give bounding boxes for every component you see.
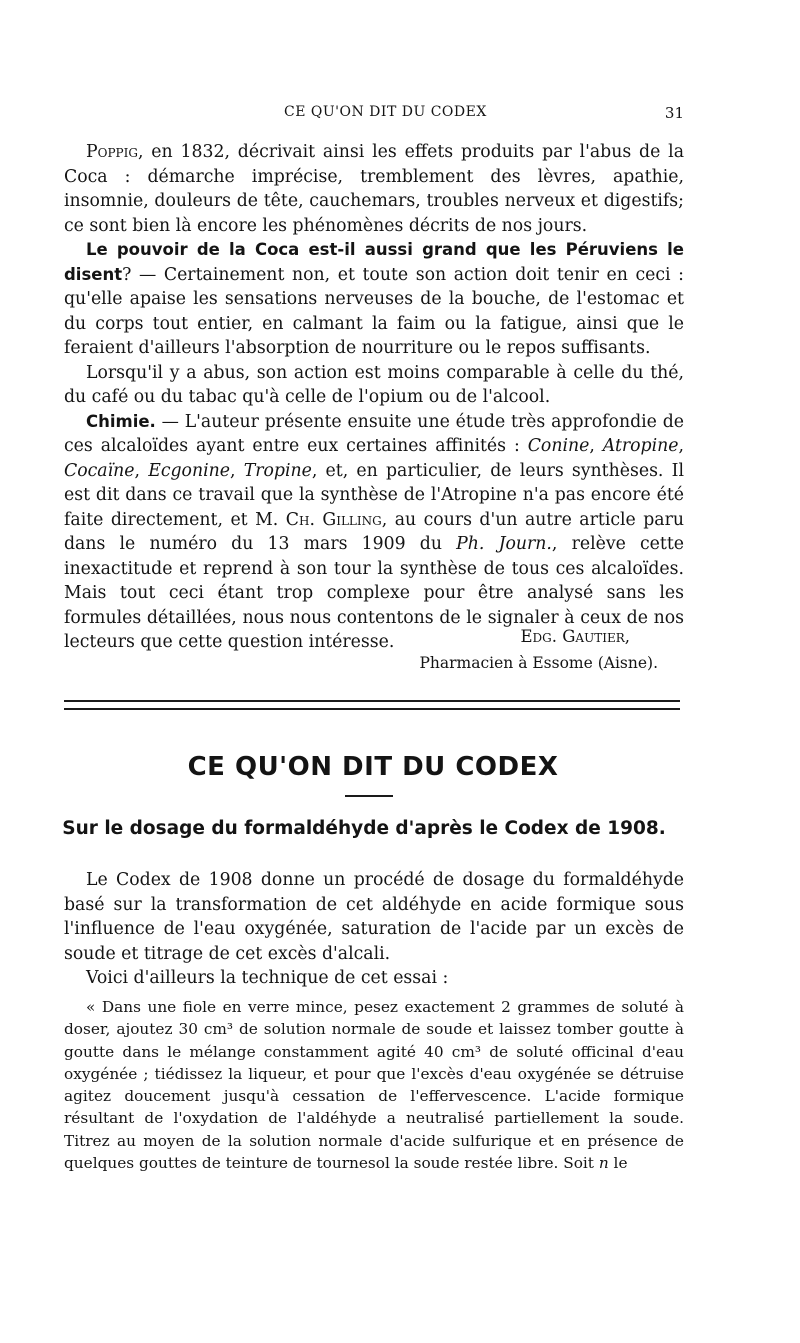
page-number: 31 <box>664 104 684 122</box>
question-mark: ? <box>122 264 132 285</box>
signature-name: Edg. Gautier, <box>520 627 630 646</box>
paragraph-text: , et, en particulier, de leurs synthèses. Il est dit dans ce travail que la synthèse de l'Atropine n'a pas encore été faite directement, et M. <box>64 460 684 530</box>
author-poppig: Poppig <box>86 142 138 162</box>
running-head <box>64 104 684 124</box>
paragraph-technique: Voici d'ailleurs la technique de cet essai : <box>86 968 449 988</box>
article-text <box>64 868 684 991</box>
intro-text <box>64 140 684 655</box>
signature-title: Pharmacien à Essome (Aisne). <box>419 654 658 672</box>
quote-text-end: le <box>608 1154 628 1173</box>
paragraph-codex: Le Codex de 1908 donne un procédé de dosage du formaldéhyde basé sur la transformation de cet aldéhyde en acide formique sous l'influence de l'eau oxygénée, saturation de l'acide par un excès de soude et titrage de cet excès d'alcali. <box>64 870 684 964</box>
section-divider-top <box>64 700 680 702</box>
paragraph-text: — Certainement non, et toute son action doit tenir en ceci : qu'elle apaise les sensations nerveuses de la bouche, de l'estomac et du corps tout entier, en calmant la faim ou la fatigue, ainsi que le feraient d'ailleurs l'absorption de nourriture ou le repos suffisants. <box>64 264 684 358</box>
quote-text: « Dans une fiole en verre mince, pesez exactement 2 grammes de soluté à doser, ajoutez 30 cm³ de solution normale de soude et laissez tomber goutte à goutte dans le mélange constamment agité 40 cm³ de soluté officinal d'eau oxygénée ; tiédissez la liqueur, et pour que l'excès d'eau oxygénée se détruise agitez doucement jusqu'à cessation de l'effervescence. L'acide formique résultant de l'oxydation de l'aldéhyde a neutralisé partiellement la soude. Titrez au moyen de la solution normale d'acide sulfurique et en présence de quelques gouttes de teinture de tournesol la soude restée libre. Soit <box>64 998 684 1173</box>
paragraph-text: , relève cette inexactitude et reprend à son tour la synthèse de tous ces alcaloïdes. Mais tout ceci étant trop complexe pour être analysé sans les formules détaillées, nous nous contentons de le signaler à ceux de nos lecteurs que cette question intéresse. <box>64 534 684 652</box>
running-title: CE QU'ON DIT DU CODEX <box>284 104 487 120</box>
section-heading: CE QU'ON DIT DU CODEX <box>187 752 559 782</box>
term-ecgonine: Ecgonine <box>148 460 230 481</box>
journal-name: Ph. Journ. <box>456 534 552 554</box>
quoted-procedure <box>64 996 684 1174</box>
article-title: Sur le dosage du formaldéhyde d'après le Codex de 1908. <box>62 818 666 839</box>
heading-rule <box>345 795 393 797</box>
paragraph-abus: Lorsqu'il y a abus, son action est moins comparable à celle du thé, du café ou du tabac qu'à celle de l'opium ou de l'alcool. <box>64 362 684 407</box>
paragraph-chimie: Chimie. — L'auteur présente ensuite une étude très approfondie de ces alcaloïdes ayant entre eux certaines affinités : Conine, Atropine, Cocaïne, Ecgonine, Tropine, et, en particulier, de leurs synthèses. Il est dit dans ce travail que la synthèse de l'Atropine n'a pas encore été faite directement, et M. Ch. Gilling, au cours d'un autre article paru dans le numéro du 13 mars 1909 du Ph. Journ., relève cette inexactitude et reprend à son tour la synthèse de tous ces alcaloïdes. Mais tout ceci étant trop complexe pour être analysé sans les formules détaillées, nous nous contentons de le signaler à ceux de nos lecteurs que cette question intéresse. <box>64 411 685 652</box>
section-divider-bottom <box>64 708 680 710</box>
author-gilling: Ch. Gilling <box>285 509 382 530</box>
quote-paragraph <box>64 996 684 1174</box>
paragraph-question <box>64 238 684 361</box>
term-conine: Conine <box>527 436 590 456</box>
term-tropine: Tropine <box>243 460 312 481</box>
term-cocaine: Cocaïne <box>64 460 135 481</box>
question-heading: Le pouvoir de la Coca est-il aussi grand que les Péruviens le disent <box>64 240 684 284</box>
paragraph-text: , au cours d'un autre article paru dans le numéro du 13 mars 1909 du <box>64 509 685 554</box>
chimie-label: Chimie. <box>86 411 156 431</box>
paragraph-text: , en 1832, décrivait ainsi les effets produits par l'abus de la Coca : démarche imprécise, tremblement des lèvres, apathie, insomnie, douleurs de tête, cauchemars, troubles nerveux et digestifs; ce sont bien là encore les phénomènes décrits de nos jours. <box>64 142 684 236</box>
paragraph-poppig <box>64 140 684 238</box>
paragraph-text: — L'auteur présente ensuite une étude très approfondie de ces alcaloïdes ayant entre eux certaines affinités : <box>64 411 684 456</box>
variable-n: n <box>598 1154 609 1173</box>
term-atropine: Atropine <box>602 436 679 456</box>
